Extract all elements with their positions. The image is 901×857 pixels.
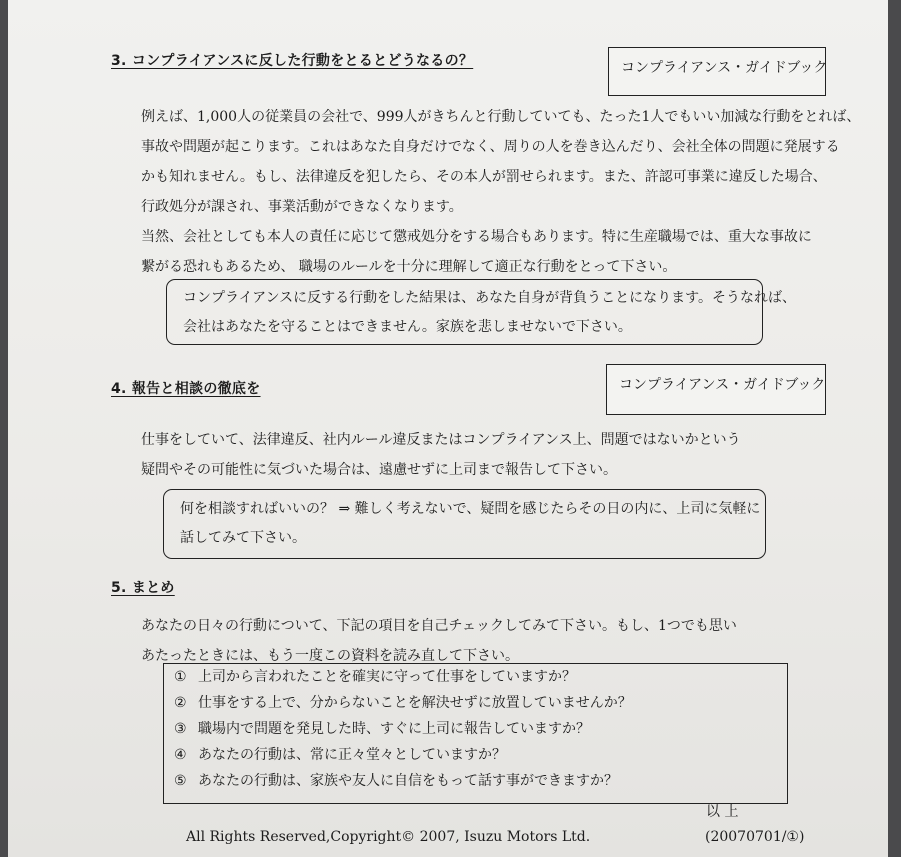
check-item: [164, 664, 787, 690]
section4-line: 疑問やその可能性に気づいた場合は、遠慮せずに上司まで報告して下さい。: [141, 462, 617, 478]
section3-guidebook-label: コンプライアンス・ガイドブック: [608, 47, 826, 96]
check-item: [164, 768, 787, 794]
section3-heading: 3. コンプライアンスに反した行動をとるとどうなるの？: [111, 53, 474, 69]
document-page: [8, 0, 888, 857]
check-item-text: 職場内で問題を発見した時、すぐに上司に報告していますか？: [198, 721, 590, 737]
check-item: [164, 742, 787, 768]
check-item-number: ④: [174, 747, 187, 763]
check-item-number: ⑤: [174, 773, 187, 789]
section5-body: [141, 611, 737, 671]
check-item-number: ②: [174, 695, 187, 711]
section3-line: 行政処分が課され、事業活動ができなくなります。: [141, 199, 463, 215]
section5-line: あなたの日々の行動について、下記の項目を自己チェックしてみて下さい。もし、1つでも思い: [141, 618, 737, 634]
check-item-number: ①: [174, 669, 187, 685]
section4-heading: 4. 報告と相談の徹底を: [111, 381, 261, 397]
check-item: [164, 690, 787, 716]
section5-line: あたったときには、もう一度この資料を読み直して下さい。: [141, 648, 519, 664]
section4-body: [141, 425, 741, 485]
check-item-number: ③: [174, 721, 187, 737]
section3-callout: [166, 279, 797, 345]
section4-guidebook-label: コンプライアンス・ガイドブック: [606, 364, 826, 415]
check-item-text: あなたの行動は、常に正々堂々としていますか？: [198, 747, 506, 763]
section3-line: かも知れません。もし、法律違反を犯したら、その本人が罰せられます。また、許認可事業に違反した場合、: [141, 169, 827, 185]
check-item-text: 仕事をする上で、分からないことを解決せずに放置していませんか？: [198, 695, 632, 711]
section3-callout-line: コンプライアンスに反する行動をした結果は、あなた自身が背負うことになります。そうなれば、: [183, 290, 797, 306]
section3-callout-line: 会社はあなたを守ることはできません。家族を悲しませないで下さい。: [183, 319, 632, 335]
closing-mark: 以 上: [706, 804, 739, 820]
section3-body: [141, 102, 860, 282]
section4-line: 仕事をしていて、法律違反、社内ルール違反またはコンプライアンス上、問題ではないかという: [141, 432, 741, 448]
copyright-notice: All Rights Reserved,Copyright© 2007, Isuzu Motors Ltd.: [186, 829, 591, 845]
section3-line: 繋がる恐れもあるため、 職場のルールを十分に理解して適正な行動をとって下さい。: [141, 259, 677, 275]
section3-line: 当然、会社としても本人の責任に応じて懲戒処分をする場合もあります。特に生産職場では、重大な事故に: [141, 229, 812, 245]
section4-callout: [163, 489, 766, 559]
section4-callout-line: 話してみて下さい。: [180, 530, 306, 546]
section3-line: 例えば、1,000人の従業員の会社で、999人がきちんと行動していても、たった1人でもいい加減な行動をとれば、: [141, 109, 861, 125]
check-item-text: 上司から言われたことを確実に守って仕事をしていますか？: [198, 669, 576, 685]
section5-heading: 5. まとめ: [111, 580, 175, 596]
check-item: [164, 716, 787, 742]
section3-line: 事故や問題が起こります。これはあなた自身だけでなく、周りの人を巻き込んだり、会社全体の問題に発展する: [141, 139, 840, 155]
document-code: (20070701/①): [705, 829, 805, 845]
self-check-list: [163, 663, 788, 804]
section4-callout-line: 何を相談すればいいの？ ⇒ 難しく考えないで、疑問を感じたらその日の内に、上司に気軽に: [180, 501, 761, 517]
check-item-text: あなたの行動は、家族や友人に自信をもって話す事ができますか？: [198, 773, 618, 789]
